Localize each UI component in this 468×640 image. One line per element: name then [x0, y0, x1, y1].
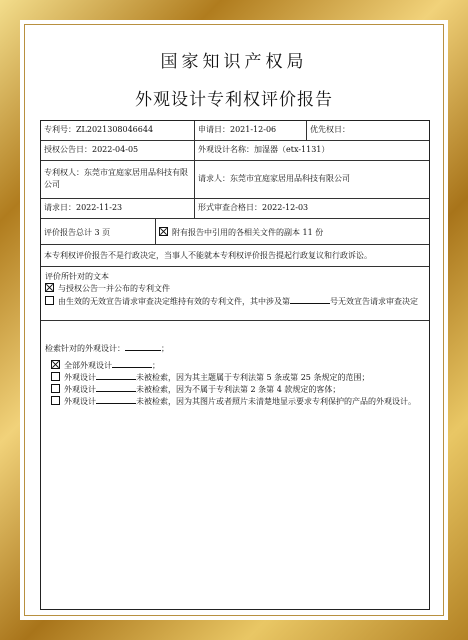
- reason-1-label: 未被检索，因为其主题属于专利法第 5 条或第 25 条规定的范围；: [136, 373, 370, 382]
- report-title: 外观设计专利权评价报告: [135, 90, 333, 110]
- certificate-page: [24, 24, 444, 616]
- reason-2-label: 未被检索，因为不属于专利法第 2 条第 4 款规定的客体；: [136, 385, 341, 394]
- all-designs-blank: [112, 359, 152, 368]
- design-option-3: 外观设计 未被检索，因为其图片或者照片未清楚地显示要求专利保护的产品的外观设计。: [51, 395, 416, 407]
- attachment-label: 附有报告中引用的各相关文件的副本 11 份: [172, 228, 324, 237]
- row-disclaimer: [41, 245, 429, 267]
- row-grant-info: [41, 141, 429, 161]
- row-pages: [41, 219, 429, 245]
- formal-exam-date: 形式审查合格日：2022-12-03: [194, 199, 429, 218]
- request-date: 请求日：2022-11-23: [44, 203, 123, 212]
- design-option-1: 外观设计 未被检索，因为其主题属于专利法第 5 条或第 25 条规定的范围；: [51, 371, 369, 383]
- reason-3-blank: [96, 395, 136, 404]
- option-2-label-pre: 由生效的无效宣告请求审查决定维持有效的专利文件，其中涉及第: [58, 297, 290, 306]
- row-designs: [41, 321, 429, 609]
- all-designs-checkbox[interactable]: [51, 360, 60, 369]
- attachment-note: [155, 219, 429, 244]
- designs-heading: 检索针对的外观设计： ；: [45, 344, 169, 353]
- row-parties: [41, 161, 429, 199]
- row-patent-info: [41, 121, 429, 141]
- reason-1-blank: [96, 371, 136, 380]
- design-name: 外观设计名称：加湿器（etx-1131）: [194, 141, 429, 160]
- reason-3-label: 未被检索，因为其图片或者照片未清楚地显示要求专利保护的产品的外观设计。: [136, 397, 416, 406]
- filing-date: 申请日：2021-12-06: [194, 121, 306, 140]
- row-text-basis: [41, 267, 429, 321]
- text-basis-heading: 评价所针对的文本: [45, 272, 109, 281]
- design-option-2: 外观设计 未被检索，因为不属于专利法第 2 条第 4 款规定的客体；: [51, 383, 340, 395]
- priority-date: 优先权日：: [306, 121, 429, 140]
- row-dates: [41, 199, 429, 219]
- report-form: [40, 120, 430, 610]
- design-option-all: 全部外观设计 ；: [51, 359, 160, 371]
- option-2-label-post: 号无效宣告请求审查决定: [330, 297, 418, 306]
- decision-number-blank: [290, 295, 330, 304]
- all-designs-label: 全部外观设计: [64, 361, 112, 370]
- option-1-checkbox[interactable]: [45, 283, 54, 292]
- patent-number: 专利号：ZL2021308046644: [44, 125, 154, 134]
- patentee: 专利权人：东莞市宜庭家居用品科技有限公司: [44, 168, 188, 189]
- reason-2-checkbox[interactable]: [51, 384, 60, 393]
- designs-heading-blank: [125, 342, 161, 351]
- report-pages: 评价报告总计 3 页: [44, 228, 111, 237]
- option-1-label: 与授权公告一并公布的专利文件: [58, 284, 170, 293]
- disclaimer: 本专利权评价报告不是行政决定，当事人不能就本专利权评价报告提起行政复议和行政诉讼。: [44, 251, 372, 260]
- requester: 请求人：东莞市宜庭家居用品科技有限公司: [194, 161, 429, 198]
- office-name: 国家知识产权局: [160, 52, 308, 72]
- reason-1-checkbox[interactable]: [51, 372, 60, 381]
- text-basis-option-2: [45, 295, 418, 307]
- reason-3-checkbox[interactable]: [51, 396, 60, 405]
- text-basis-option-1: [45, 283, 170, 294]
- grant-date: 授权公告日：2022-04-05: [44, 145, 139, 154]
- attachment-checkbox[interactable]: [159, 227, 168, 236]
- reason-2-blank: [96, 383, 136, 392]
- option-2-checkbox[interactable]: [45, 296, 54, 305]
